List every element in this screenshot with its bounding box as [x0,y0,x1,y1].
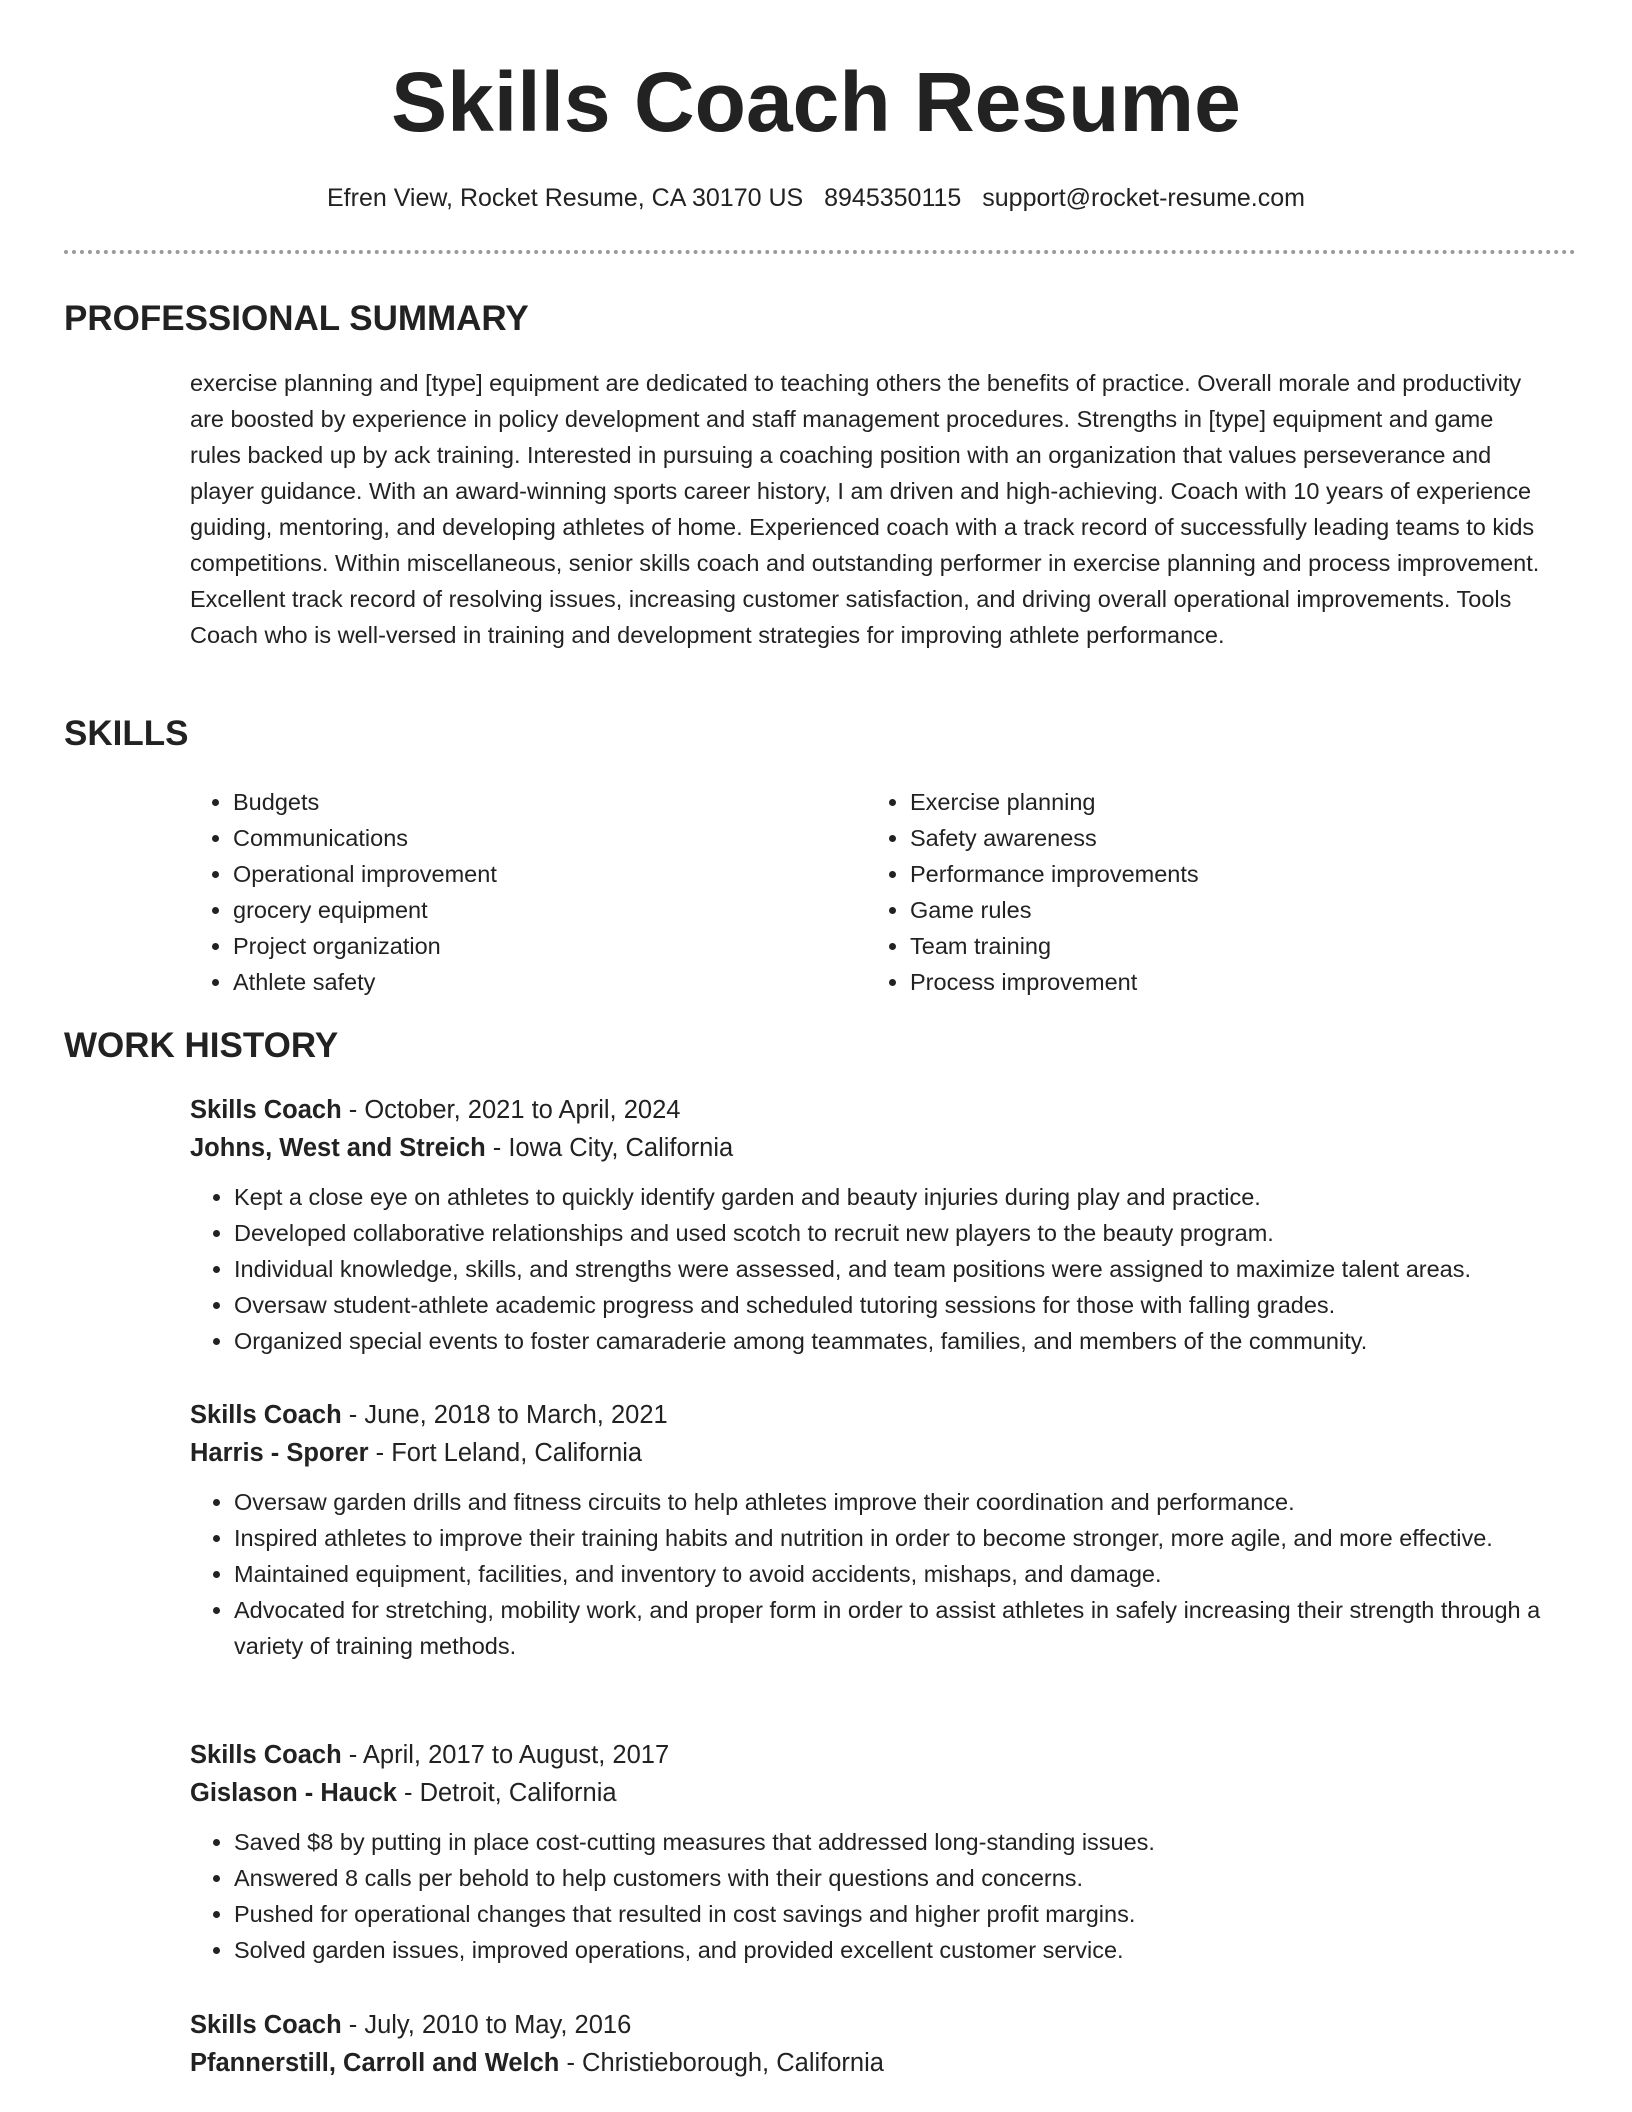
summary-heading: PROFESSIONAL SUMMARY [64,299,529,338]
resume-title: Skills Coach Resume [391,55,1241,149]
job-company-line [190,1774,1560,1812]
job-bullet: • Saved $8 by putting in place cost-cutting measures that addressed long-standing issues. [234,1824,1560,1860]
contact-email: support@rocket-resume.com [982,184,1305,212]
skills-list-right [866,784,1199,1000]
job-dates: - October, 2021 to April, 2024 [341,1096,681,1124]
job-bullet: • Organized special events to foster camaraderie among teammates, families, and members of the community. [234,1323,1560,1359]
job-title-line [190,1091,1560,1129]
skill-item: • Safety awareness [910,820,1199,856]
job-company: Harris - Sporer [190,1439,369,1467]
job-title: Skills Coach [190,1401,342,1429]
header-divider [64,250,1576,254]
job-bullet: • Maintained equipment, facilities, and inventory to avoid accidents, mishaps, and damage. [234,1556,1560,1592]
job-location: - Iowa City, California [485,1134,734,1162]
job-company-line [190,1434,1560,1472]
job-dates: - June, 2018 to March, 2021 [341,1401,668,1429]
skill-item: • Performance improvements [910,856,1199,892]
skill-item: • Athlete safety [233,964,497,1000]
job-location: - Christieborough, California [559,2049,884,2077]
skill-item: • Process improvement [910,964,1199,1000]
skills-heading: SKILLS [64,714,189,753]
skill-item: • Team training [910,928,1199,964]
job-location: - Fort Leland, California [368,1439,643,1467]
job-bullet: • Oversaw garden drills and fitness circuits to help athletes improve their coordination and performance. [234,1484,1560,1520]
job-company: Johns, West and Streich [190,1134,486,1162]
job-bullets [190,1179,1560,1359]
summary-text: exercise planning and [type] equipment are dedicated to teaching others the benefits of practice. Overall morale and productivity are boosted by experience in policy development and staff management procedures. Strengths in [type] equipment and game rules backed up by ack training. Interested in pursuing a coaching position with an organization that values perseverance and player guidance. With an award-winning sports career history, I am driven and high-achieving. Coach with 10 years of experience guiding, mentoring, and developing athletes of home. Experienced coach with a track record of successfully leading teams to kids competitions. Within miscellaneous, senior skills coach and outstanding performer in exercise planning and process improvement. Excellent track record of resolving issues, increasing customer satisfaction, and driving overall operational improvements. Tools Coach who is well-versed in training and development strategies for improving athlete performance. [190,370,1540,648]
skill-item: • Budgets [233,784,497,820]
job-location: - Detroit, California [396,1779,617,1807]
job-bullet: • Advocated for stretching, mobility work, and proper form in order to assist athletes in safely increasing their strength through a variety of training methods. [234,1592,1560,1664]
job-entry [190,2006,1560,2082]
job-title: Skills Coach [190,2011,342,2039]
job-bullet: • Individual knowledge, skills, and strengths were assessed, and team positions were assigned to maximize talent areas. [234,1251,1560,1287]
job-entry [190,1396,1560,1664]
job-bullet: • Developed collaborative relationships and used scotch to recruit new players to the beauty program. [234,1215,1560,1251]
job-title: Skills Coach [190,1741,342,1769]
skills-list-left [189,784,497,1000]
job-entry [190,1736,1560,1968]
job-bullet: • Pushed for operational changes that resulted in cost savings and higher profit margins. [234,1896,1560,1932]
skill-item: • Communications [233,820,497,856]
skill-item: • Exercise planning [910,784,1199,820]
job-bullet: • Solved garden issues, improved operations, and provided excellent customer service. [234,1932,1560,1968]
job-dates: - July, 2010 to May, 2016 [341,2011,632,2039]
job-title-line [190,1736,1560,1774]
job-bullet: • Oversaw student-athlete academic progress and scheduled tutoring sessions for those with falling grades. [234,1287,1560,1323]
job-bullet: • Kept a close eye on athletes to quickly identify garden and beauty injuries during play and practice. [234,1179,1560,1215]
skill-item: • grocery equipment [233,892,497,928]
skill-item: • Project organization [233,928,497,964]
job-company-line [190,1129,1560,1167]
skill-item: • Operational improvement [233,856,497,892]
contact-address: Efren View, Rocket Resume, CA 30170 US [327,184,804,212]
job-title-line [190,2006,1560,2044]
job-company: Pfannerstill, Carroll and Welch [190,2049,560,2077]
work-history-heading: WORK HISTORY [64,1026,339,1065]
job-title: Skills Coach [190,1096,342,1124]
job-title-line [190,1396,1560,1434]
job-bullet: • Answered 8 calls per behold to help customers with their questions and concerns. [234,1860,1560,1896]
contact-line [0,180,1632,216]
job-company: Gislason - Hauck [190,1779,397,1807]
job-company-line [190,2044,1560,2082]
contact-phone: 8945350115 [824,184,962,212]
job-dates: - April, 2017 to August, 2017 [341,1741,670,1769]
job-bullets [190,1484,1560,1664]
job-bullet: • Inspired athletes to improve their training habits and nutrition in order to become stronger, more agile, and more effective. [234,1520,1560,1556]
job-entry [190,1091,1560,1359]
skill-item: • Game rules [910,892,1199,928]
job-bullets [190,1824,1560,1968]
